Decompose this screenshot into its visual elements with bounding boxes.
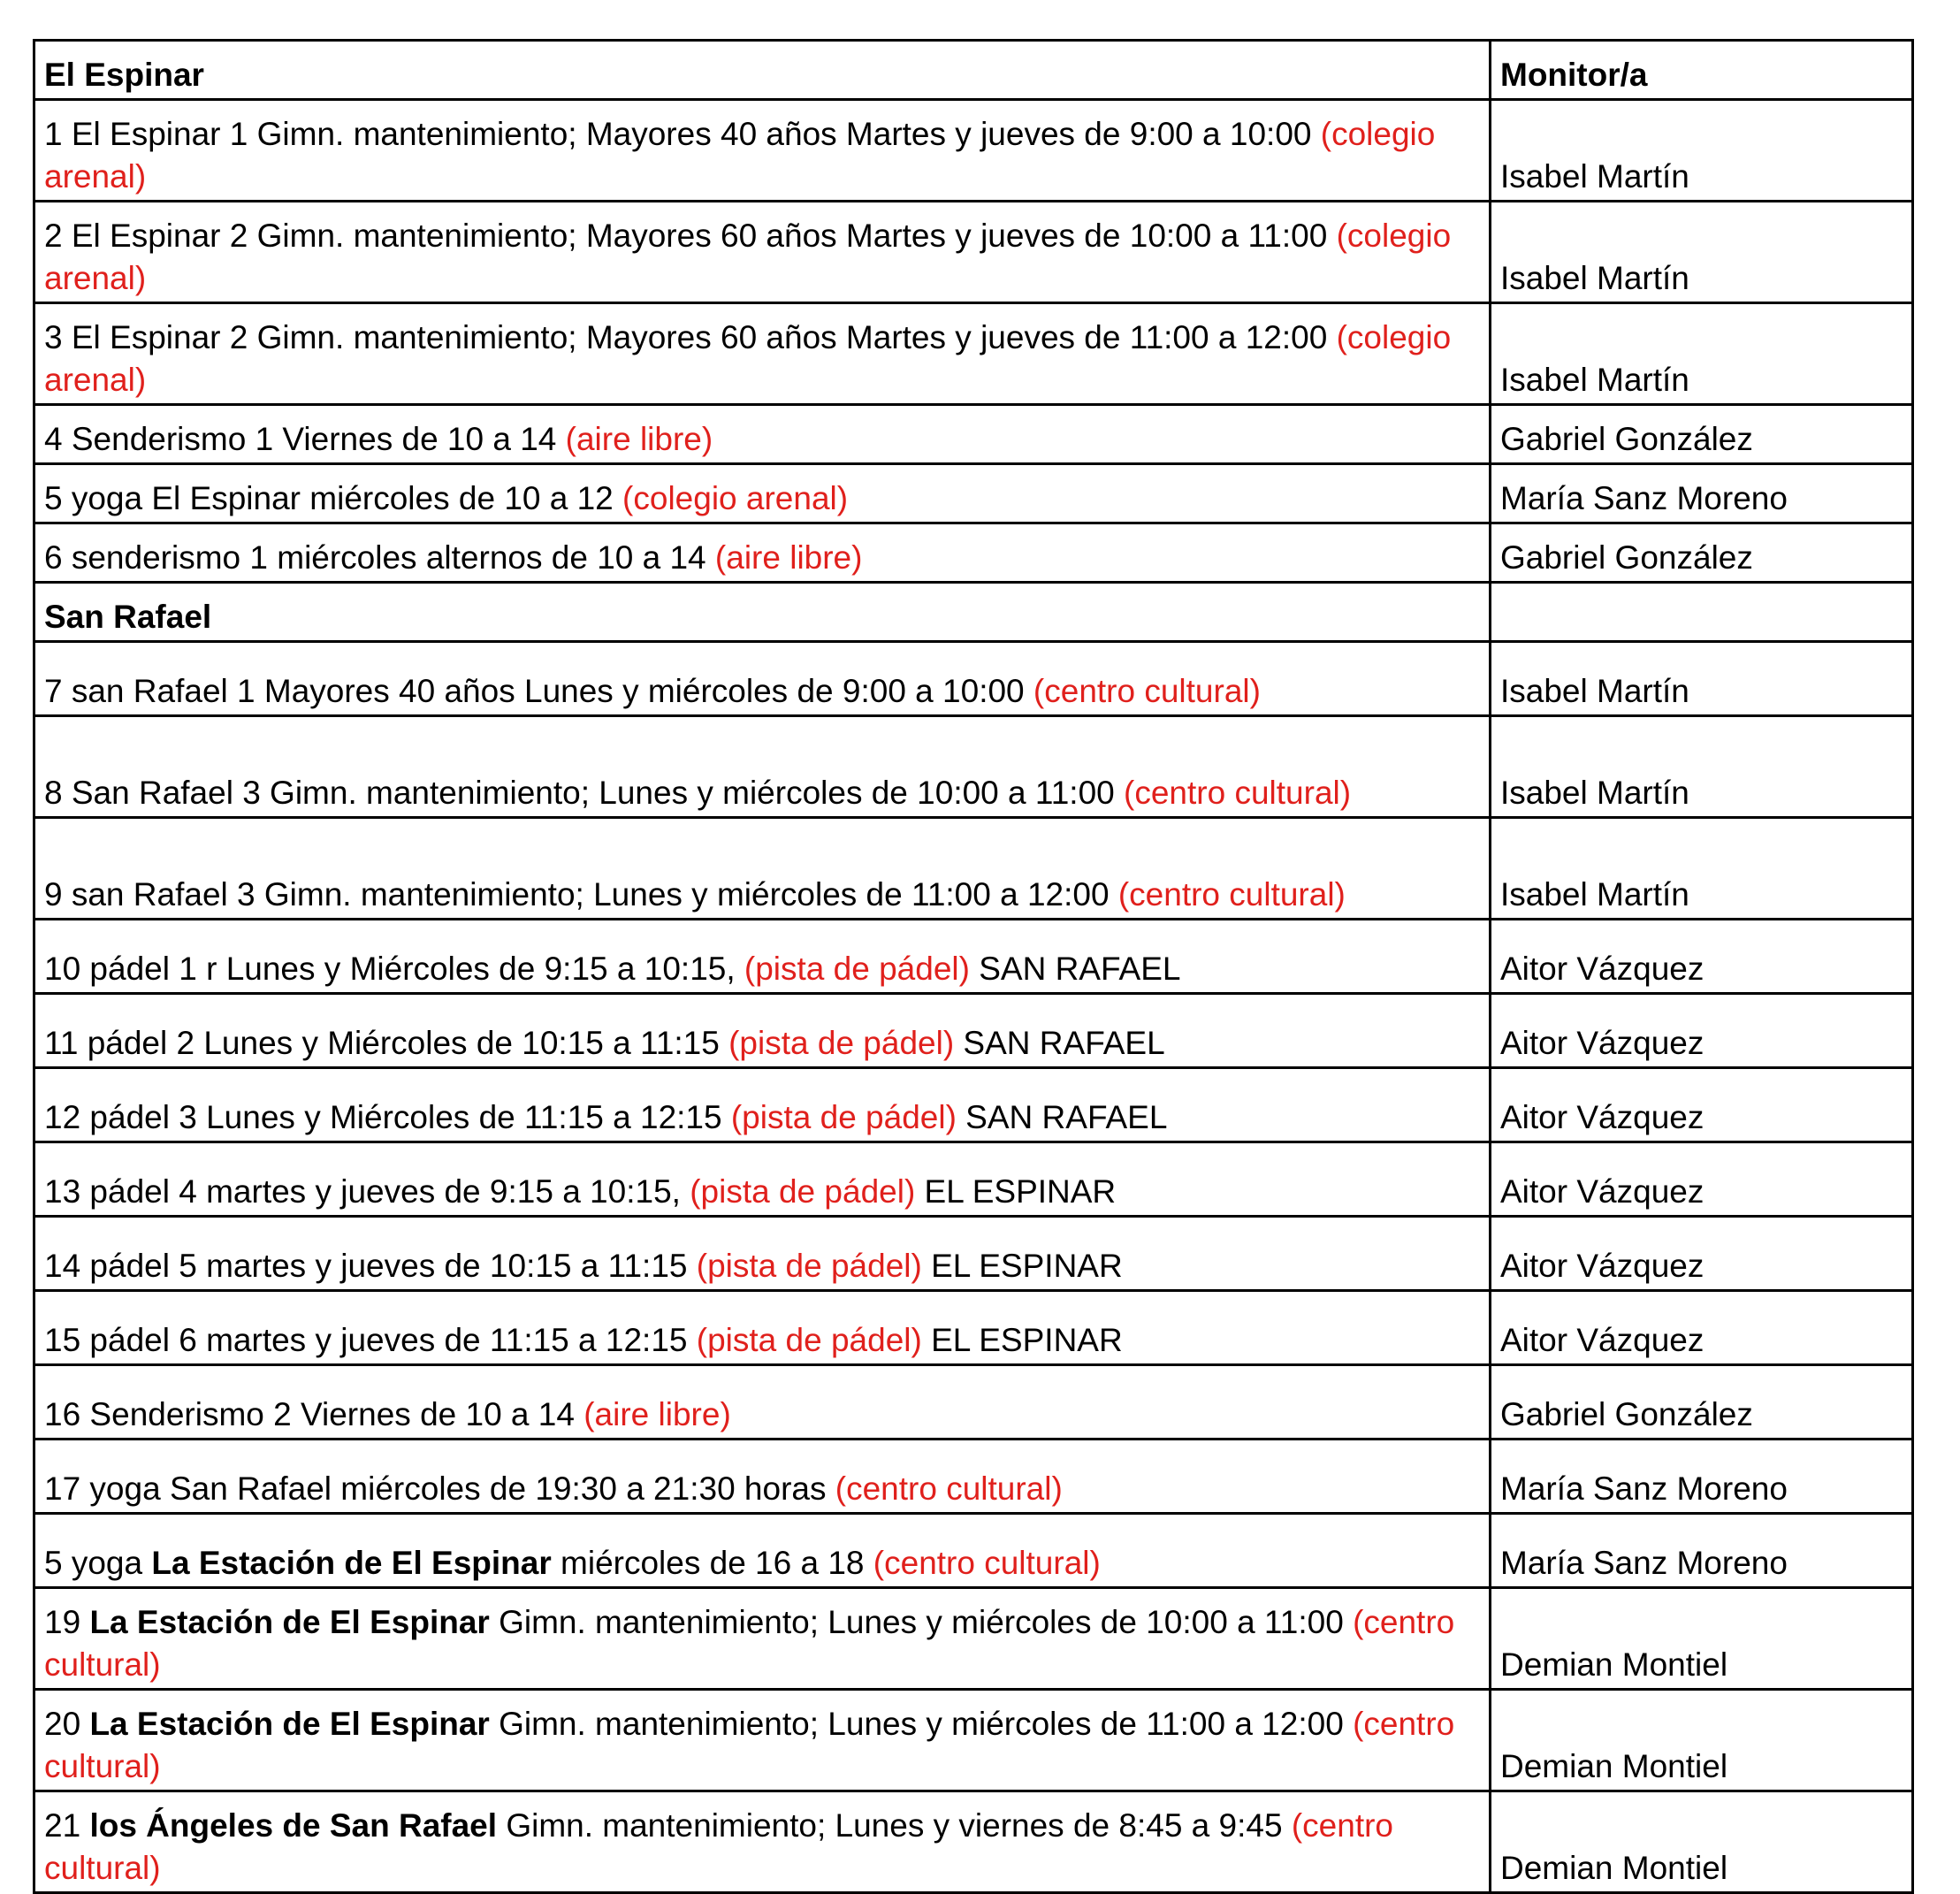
table-row: [34, 1068, 1913, 1142]
table-row: [34, 523, 1913, 583]
location-text: (pista de pádel): [744, 951, 970, 987]
monitor-name: Isabel Martín: [1491, 303, 1913, 405]
activities-table-body: [34, 41, 1913, 1893]
table-row: [34, 1217, 1913, 1291]
activity-text: 17 yoga San Rafael miércoles de 19:30 a 21:30 horas: [44, 1470, 835, 1507]
activity-description: [34, 303, 1491, 405]
activity-text: 20: [44, 1706, 90, 1742]
location-text: (aire libre): [714, 539, 863, 576]
activity-description: [34, 1142, 1491, 1217]
location-text: (colegio arenal): [44, 116, 1436, 195]
location-text: (colegio arenal): [622, 480, 849, 516]
monitor-name: Aitor Vázquez: [1491, 1068, 1913, 1142]
monitor-name: Aitor Vázquez: [1491, 1217, 1913, 1291]
activity-text: 5 yoga: [44, 1545, 152, 1581]
location-text: (aire libre): [565, 421, 713, 457]
location-text: (pista de pádel): [696, 1248, 922, 1284]
monitor-name: María Sanz Moreno: [1491, 1514, 1913, 1588]
table-row: [34, 1440, 1913, 1514]
activity-text: 5 yoga El Espinar miércoles de 10 a 12: [44, 480, 623, 516]
monitor-name: Aitor Vázquez: [1491, 920, 1913, 994]
activity-text: Gimn. mantenimiento; Lunes y miércoles de 10:00 a 11:00: [489, 1604, 1354, 1640]
activity-text: 4 Senderismo 1 Viernes de 10 a 14: [44, 421, 566, 457]
activity-text: Gimn. mantenimiento; Lunes y miércoles de 11:00 a 12:00: [489, 1706, 1354, 1742]
activity-text: 1 El Espinar 1 Gimn. mantenimiento; Mayores 40 años Martes y jueves de 9:00 a 10:00: [44, 116, 1321, 152]
monitor-name: María Sanz Moreno: [1491, 464, 1913, 523]
activity-text: SAN RAFAEL: [956, 1099, 1168, 1135]
activity-text: 3 El Espinar 2 Gimn. mantenimiento; Mayores 60 años Martes y jueves de 11:00 a 12:00: [44, 319, 1337, 355]
activity-text: 8 San Rafael 3 Gimn. mantenimiento; Lunes y miércoles de 10:00 a 11:00: [44, 775, 1125, 811]
table-row: [34, 303, 1913, 405]
activities-table: [33, 39, 1914, 1894]
activity-description: [34, 920, 1491, 994]
activity-description: [34, 1440, 1491, 1514]
location-text: (centro cultural): [835, 1470, 1063, 1507]
table-row: [34, 994, 1913, 1068]
activity-text: SAN RAFAEL: [954, 1025, 1165, 1061]
monitor-name: Aitor Vázquez: [1491, 994, 1913, 1068]
table-row: [34, 1588, 1913, 1690]
monitor-name: Isabel Martín: [1491, 642, 1913, 716]
activity-text: 21: [44, 1807, 90, 1844]
activity-text: 9 san Rafael 3 Gimn. mantenimiento; Lunes y miércoles de 11:00 a 12:00: [44, 876, 1118, 913]
activity-text: EL ESPINAR: [921, 1248, 1123, 1284]
monitor-name: Isabel Martín: [1491, 716, 1913, 818]
activity-text: 15 pádel 6 martes y jueves de 11:15 a 12:15: [44, 1322, 697, 1358]
monitor-column-header: Monitor/a: [1491, 41, 1913, 100]
location-text: (centro cultural): [44, 1604, 1455, 1683]
table-row: [34, 464, 1913, 523]
table-row: [34, 642, 1913, 716]
location-text: (centro cultural): [44, 1706, 1455, 1784]
monitor-name: Isabel Martín: [1491, 202, 1913, 303]
activity-text: 19: [44, 1604, 90, 1640]
table-row: [34, 1142, 1913, 1217]
activity-description: [34, 1514, 1491, 1588]
table-row: [34, 818, 1913, 920]
location-text: (centro cultural): [1124, 775, 1352, 811]
table-row: [34, 1291, 1913, 1365]
activity-description: [34, 100, 1491, 202]
table-row: [34, 1514, 1913, 1588]
location-text: (centro cultural): [873, 1545, 1101, 1581]
activity-text: 14 pádel 5 martes y jueves de 10:15 a 11:15: [44, 1248, 697, 1284]
location-text: (colegio arenal): [44, 218, 1452, 296]
activity-description: [34, 716, 1491, 818]
activity-description: [34, 1690, 1491, 1791]
activity-text: EL ESPINAR: [921, 1322, 1123, 1358]
activity-text: 16 Senderismo 2 Viernes de 10 a 14: [44, 1396, 584, 1432]
monitor-name: Demian Montiel: [1491, 1588, 1913, 1690]
location-text: (colegio arenal): [44, 319, 1452, 398]
location-text: (pista de pádel): [690, 1173, 916, 1210]
activity-text: EL ESPINAR: [915, 1173, 1117, 1210]
monitor-name: María Sanz Moreno: [1491, 1440, 1913, 1514]
location-text: (centro cultural): [1033, 673, 1261, 709]
table-row: [34, 1365, 1913, 1440]
location-text: (centro cultural): [1117, 876, 1346, 913]
activity-description: [34, 1588, 1491, 1690]
section-header-san-rafael: San Rafael: [34, 583, 1491, 642]
activity-text: 7 san Rafael 1 Mayores 40 años Lunes y miércoles de 9:00 a 10:00: [44, 673, 1033, 709]
location-text: (pista de pádel): [730, 1099, 957, 1135]
activity-description: [34, 523, 1491, 583]
table-row: [34, 405, 1913, 464]
activity-description: [34, 1068, 1491, 1142]
location-text: (aire libre): [583, 1396, 731, 1432]
activity-description: [34, 405, 1491, 464]
activity-description: [34, 464, 1491, 523]
activity-text: 13 pádel 4 martes y jueves de 9:15 a 10:15,: [44, 1173, 690, 1210]
activity-description: [34, 818, 1491, 920]
place-name-text: La Estación de El Espinar: [89, 1706, 490, 1742]
activity-text: Gimn. mantenimiento; Lunes y viernes de 8:45 a 9:45: [497, 1807, 1292, 1844]
location-text: (pista de pádel): [696, 1322, 922, 1358]
activity-text: miércoles de 16 a 18: [551, 1545, 873, 1581]
activity-description: [34, 1291, 1491, 1365]
activity-text: 2 El Espinar 2 Gimn. mantenimiento; Mayores 60 años Martes y jueves de 10:00 a 11:00: [44, 218, 1337, 254]
table-row: [34, 920, 1913, 994]
monitor-name: Demian Montiel: [1491, 1690, 1913, 1791]
section-header-el-espinar: El Espinar: [34, 41, 1491, 100]
empty-cell: [1491, 583, 1913, 642]
table-row: [34, 1690, 1913, 1791]
location-text: (pista de pádel): [728, 1025, 955, 1061]
monitor-name: Gabriel González: [1491, 523, 1913, 583]
table-row: [34, 1791, 1913, 1893]
section-row-san-rafael: [34, 583, 1913, 642]
table-row: [34, 716, 1913, 818]
activity-description: [34, 1217, 1491, 1291]
activity-description: [34, 202, 1491, 303]
monitor-name: Gabriel González: [1491, 1365, 1913, 1440]
place-name-text: los Ángeles de San Rafael: [89, 1807, 498, 1844]
table-row: [34, 202, 1913, 303]
monitor-name: Demian Montiel: [1491, 1791, 1913, 1893]
activity-text: 10 pádel 1 r Lunes y Miércoles de 9:15 a 10:15,: [44, 951, 744, 987]
activity-description: [34, 1365, 1491, 1440]
header-row: [34, 41, 1913, 100]
activity-text: SAN RAFAEL: [969, 951, 1181, 987]
table-row: [34, 100, 1913, 202]
monitor-name: Gabriel González: [1491, 405, 1913, 464]
activity-text: 6 senderismo 1 miércoles alternos de 10 a 14: [44, 539, 715, 576]
activity-text: 12 pádel 3 Lunes y Miércoles de 11:15 a 12:15: [44, 1099, 731, 1135]
monitor-name: Isabel Martín: [1491, 100, 1913, 202]
place-name-text: La Estación de El Espinar: [89, 1604, 490, 1640]
activity-description: [34, 1791, 1491, 1893]
monitor-name: Isabel Martín: [1491, 818, 1913, 920]
activity-text: 11 pádel 2 Lunes y Miércoles de 10:15 a 11:15: [44, 1025, 729, 1061]
monitor-name: Aitor Vázquez: [1491, 1142, 1913, 1217]
location-text: (centro cultural): [44, 1807, 1393, 1886]
place-name-text: La Estación de El Espinar: [151, 1545, 552, 1581]
activity-description: [34, 994, 1491, 1068]
monitor-name: Aitor Vázquez: [1491, 1291, 1913, 1365]
activity-description: [34, 642, 1491, 716]
